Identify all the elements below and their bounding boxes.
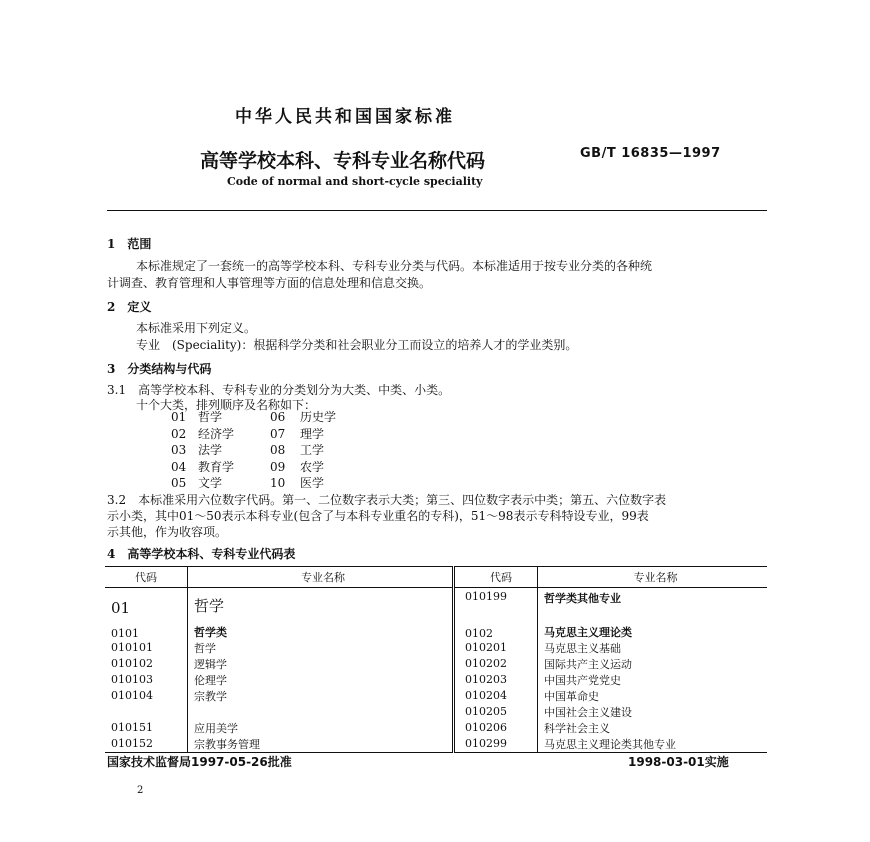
list-item: 04 教育学 09 农学 bbox=[171, 459, 325, 474]
table-row bbox=[105, 620, 767, 640]
section-1-heading: 1 范围 bbox=[107, 237, 152, 251]
list-item: 03 法学 08 工学 bbox=[171, 443, 325, 457]
code-cell: 010203 bbox=[454, 672, 538, 688]
section-1-paragraph-line-2: 计调查、教育管理和人事管理等方面的信息处理和信息交换。 bbox=[107, 276, 432, 290]
list-item: 05 文学 10 医学 bbox=[171, 476, 325, 490]
section-2-heading: 2 定义 bbox=[107, 300, 152, 314]
code-cell: 010103 bbox=[111, 673, 153, 686]
table-row bbox=[105, 672, 767, 688]
section-3-1-line-1: 3.1 高等学校本科、专科专业的分类划分为大类、中类、小类。 bbox=[107, 383, 451, 397]
name-cell: 中国共产党党史 bbox=[538, 672, 768, 688]
name-cell: 中国社会主义建设 bbox=[538, 704, 768, 720]
name-cell: 马克思主义基础 bbox=[538, 640, 768, 656]
name-cell: 宗教学 bbox=[188, 688, 454, 704]
national-standard-heading: 中华人民共和国国家标准 bbox=[235, 107, 455, 127]
table-row bbox=[105, 656, 767, 672]
header-name-left: 专业名称 bbox=[188, 567, 454, 588]
code-cell: 0102 bbox=[454, 620, 538, 640]
header-name-right: 专业名称 bbox=[538, 567, 768, 588]
page-number: 2 bbox=[137, 785, 144, 796]
list-item: 02 经济学 07 理学 bbox=[171, 426, 325, 441]
code-cell: 010299 bbox=[454, 736, 538, 753]
name-cell: 中国革命史 bbox=[538, 688, 768, 704]
table-row bbox=[105, 588, 767, 620]
code-cell: 010101 bbox=[111, 641, 153, 654]
code-cell: 010199 bbox=[454, 588, 538, 620]
section-3-2-line-2: 示小类，其中01～50表示本科专业(包含了与本科专业重名的专科)，51～98表示专科特设专业，99表 bbox=[107, 509, 649, 523]
name-cell: 马克思主义理论类 bbox=[538, 620, 768, 640]
header-code-left: 代码 bbox=[105, 567, 188, 588]
code-cell bbox=[105, 704, 188, 720]
name-cell: 宗教事务管理 bbox=[188, 736, 454, 753]
table-row bbox=[105, 736, 767, 753]
section-3-2-line-3: 示其他，作为收容项。 bbox=[107, 525, 228, 539]
approval-note: 国家技术监督局1997-05-26批准 bbox=[107, 755, 292, 769]
list-item: 01 哲学 06 历史学 bbox=[171, 410, 337, 424]
name-cell: 国际共产主义运动 bbox=[538, 656, 768, 672]
name-cell: 马克思主义理论类其他专业 bbox=[538, 736, 768, 753]
name-cell: 逻辑学 bbox=[188, 656, 454, 672]
standard-number: GB/T 16835—1997 bbox=[580, 146, 721, 161]
code-cell: 0101 bbox=[111, 626, 139, 640]
code-cell: 010204 bbox=[454, 688, 538, 704]
document-title: 高等学校本科、专科专业名称代码 bbox=[200, 150, 486, 172]
code-cell: 01 bbox=[111, 598, 131, 617]
header-code-right: 代码 bbox=[454, 567, 538, 588]
section-2-definition: 专业 (Speciality)：根据科学分类和社会职业分工而设立的培养人才的学业类别。 bbox=[136, 338, 578, 352]
section-3-1-line-2: 十个大类，排列顺序及名称如下： bbox=[136, 398, 317, 412]
code-cell: 010202 bbox=[454, 656, 538, 672]
name-cell: 哲学类其他专业 bbox=[538, 588, 768, 620]
section-1-paragraph-line-1: 本标准规定了一套统一的高等学校本科、专科专业分类与代码。本标准适用于按专业分类的各种统 bbox=[136, 259, 653, 273]
section-4-heading: 4 高等学校本科、专科专业代码表 bbox=[107, 547, 296, 561]
section-2-paragraph-1: 本标准采用下列定义。 bbox=[136, 321, 257, 335]
name-cell: 科学社会主义 bbox=[538, 720, 768, 736]
name-cell: 伦理学 bbox=[188, 672, 454, 688]
code-cell: 010102 bbox=[111, 657, 153, 670]
section-3-heading: 3 分类结构与代码 bbox=[107, 362, 212, 376]
code-cell: 010152 bbox=[105, 736, 188, 753]
specialty-code-table bbox=[105, 566, 767, 753]
code-cell: 010205 bbox=[454, 704, 538, 720]
header-rule bbox=[107, 210, 767, 211]
implementation-date: 1998-03-01实施 bbox=[628, 755, 729, 769]
name-cell: 应用美学 bbox=[188, 720, 454, 736]
name-cell bbox=[188, 704, 454, 720]
code-cell: 010104 bbox=[111, 689, 153, 702]
code-cell: 010151 bbox=[111, 721, 153, 734]
document-title-english: Code of normal and short-cycle speciality bbox=[227, 175, 483, 188]
table-row bbox=[105, 704, 767, 720]
code-cell: 010206 bbox=[454, 720, 538, 736]
table-header-row bbox=[105, 567, 767, 588]
section-3-2-line-1: 3.2 本标准采用六位数字代码。第一、二位数字表示大类；第三、四位数字表示中类；第五、六位数字表 bbox=[107, 493, 667, 507]
table-row bbox=[105, 640, 767, 656]
name-cell: 哲学类 bbox=[188, 620, 454, 640]
table-row bbox=[105, 720, 767, 736]
table-row bbox=[105, 688, 767, 704]
name-cell: 哲学 bbox=[188, 588, 454, 620]
name-cell: 哲学 bbox=[188, 640, 454, 656]
code-cell: 010201 bbox=[454, 640, 538, 656]
ten-categories-list bbox=[171, 409, 336, 492]
